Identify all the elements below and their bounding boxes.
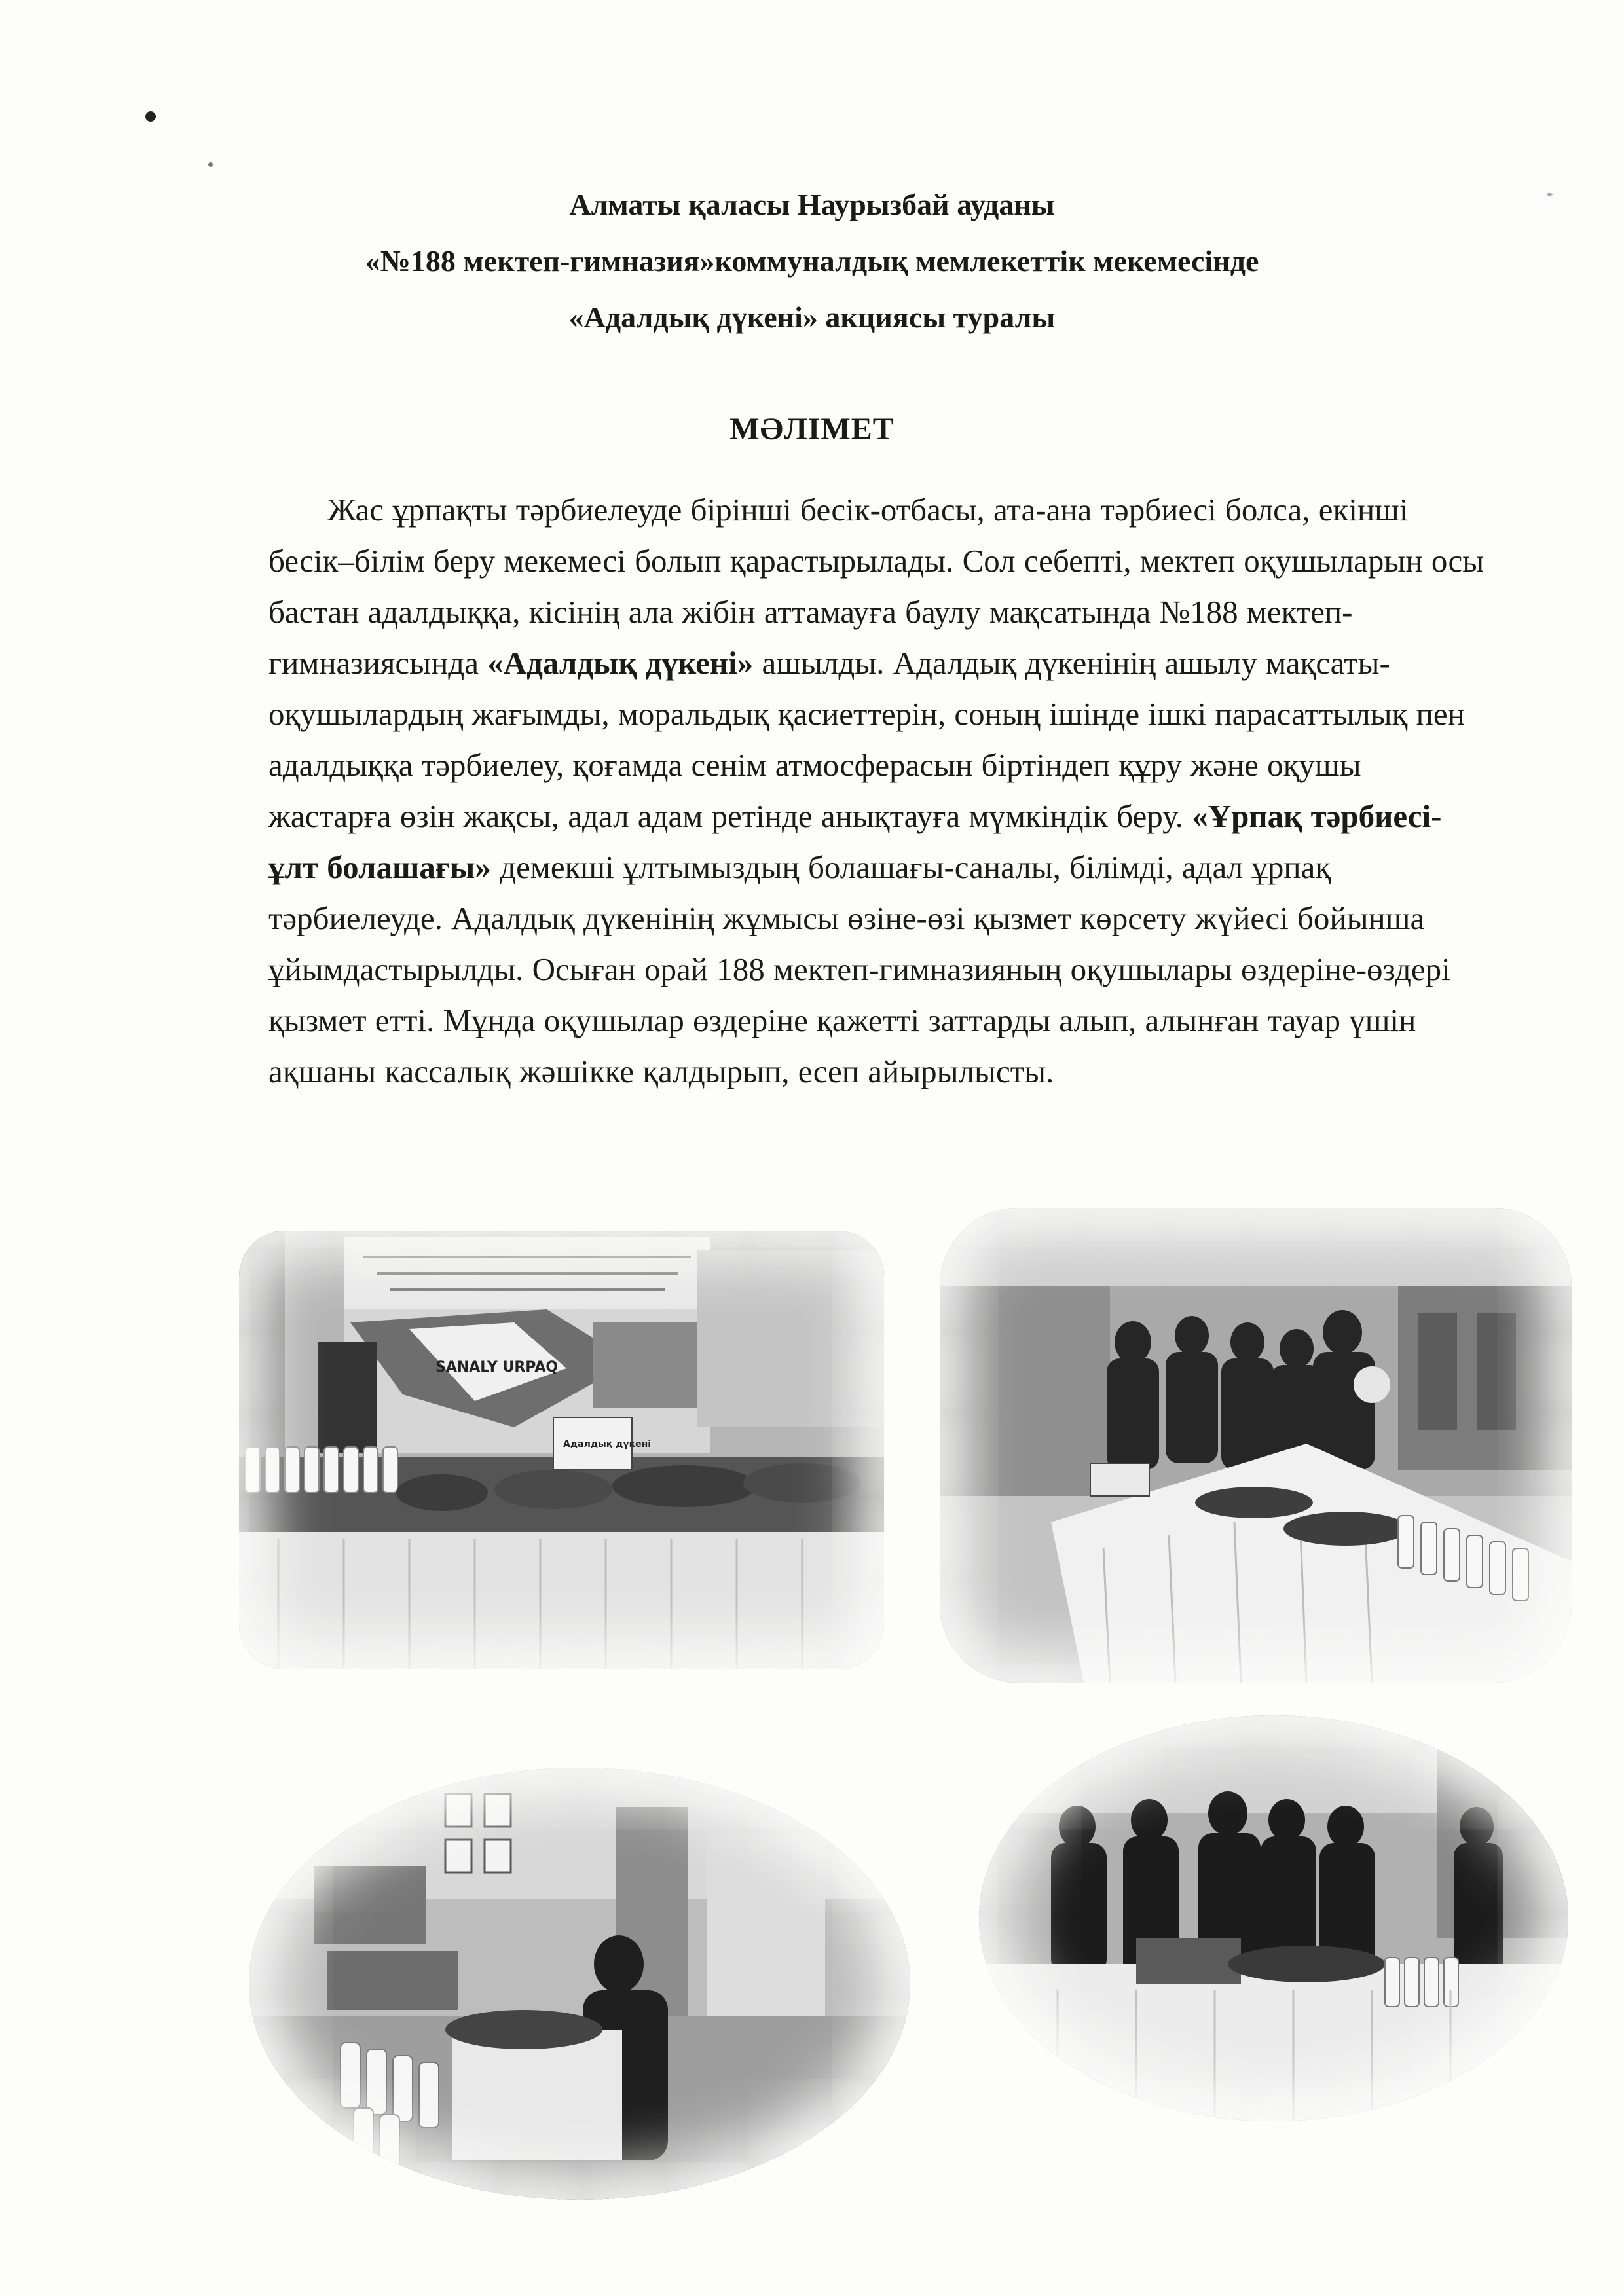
header-line-1: Алматы қаласы Наурызбай ауданы xyxy=(569,188,1055,221)
header-line-2: «№188 мектеп-гимназия»коммуналдық мемлекеттік мекемесінде xyxy=(365,244,1259,278)
photo-honesty-shop-stand xyxy=(239,1231,884,1669)
scan-speck xyxy=(208,162,213,167)
scan-speck xyxy=(145,111,156,122)
body-text-part-3: демекші ұлтымыздың болашағы-саналы, білімді, адал ұрпақ тәрбиелеуде. Адалдық дүкенінің жұмысы өзіне-өзі қызмет көрсету жүйесі бойынша ұйымдастырылды. Осыған орай 188 мектеп-гимназияның оқушылары өздеріне-өздері қызмет етті. Мұнда оқушылар өздеріне қажетті заттарды алып, алынған тауар үшін ақшаны кассалық жәшікке қалдырып, есеп айырылысты. xyxy=(268,849,1450,1089)
photo-shop-sign: Адалдық дүкені xyxy=(563,1439,652,1449)
photo-banner-text: SANALY URPAQ xyxy=(435,1359,559,1376)
body-paragraph xyxy=(268,484,1486,1097)
photo-boys-at-table xyxy=(979,1715,1568,2121)
document-header xyxy=(0,177,1624,346)
body-bold-shop-name: «Адалдық дүкені» xyxy=(487,645,754,681)
photo-students-shopping xyxy=(940,1208,1572,1683)
body-text-part-2: ашылды. Адалдық дүкенінің ашылу мақсаты-оқушылардың жағымды, моральдық қасиеттерін, соның ішінде ішкі парасаттылық пен адалдыққа тәрбиелеу, қоғамда сенім атмосферасын біртіндеп құру және оқушы жастарға өзін жақсы, адал адам ретінде анықтауға мүмкіндік беру. xyxy=(268,645,1465,834)
body-text-part-1: Жас ұрпақты тәрбиелеуде бірінші бесік-отбасы, ата-ана тәрбиесі болса, екінші бесік–білім беру мекемесі болып қарастырылады. Сол себепті, мектеп оқушыларын осы бастан адалдыққа, кісінің ала жібін аттамауға баулу мақсатында №188 мектеп-гимназиясында xyxy=(268,492,1485,681)
header-line-3: «Адалдық дүкені» акциясы туралы xyxy=(568,301,1056,334)
photo-student-at-table xyxy=(249,1768,910,2200)
document-title: МӘЛІМЕТ xyxy=(729,412,895,446)
body-bold-motto: «Ұрпақ тәрбиесі-ұлт болашағы» xyxy=(268,798,1442,885)
